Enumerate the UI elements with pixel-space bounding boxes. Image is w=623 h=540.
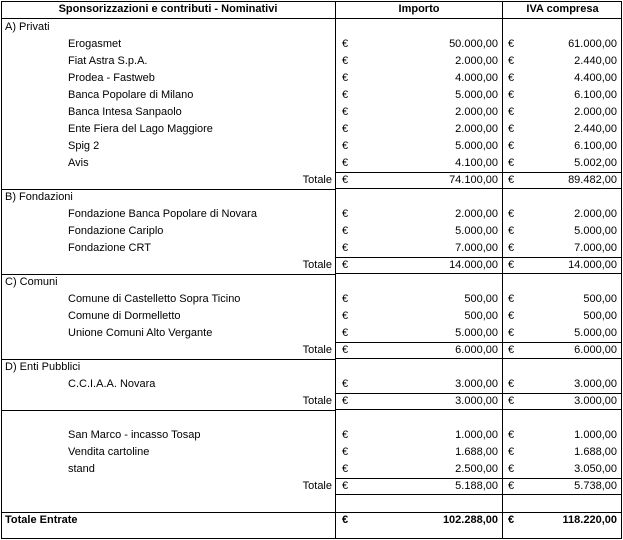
currency-symbol: €	[342, 293, 349, 305]
currency-symbol: €	[508, 174, 515, 186]
item-name: Comune di Castelletto Sopra Ticino	[68, 293, 241, 305]
table-row	[1, 325, 622, 342]
currency-symbol: €	[508, 123, 515, 135]
currency-symbol: €	[508, 140, 515, 152]
currency-symbol: €	[342, 208, 349, 220]
total-label: Totale	[302, 480, 332, 492]
table-row	[1, 121, 622, 138]
currency-symbol: €	[508, 344, 515, 356]
importo-value: 3.000,00	[455, 395, 498, 407]
item-name: Spig 2	[68, 140, 100, 152]
importo-value: 5.188,00	[455, 480, 498, 492]
section-title: C) Comuni	[5, 276, 58, 288]
currency-symbol: €	[342, 446, 349, 458]
total-label: Totale	[302, 174, 332, 186]
grand-total-label: Totale Entrate	[5, 514, 78, 526]
total-top-border	[335, 172, 622, 173]
currency-symbol: €	[342, 463, 349, 475]
iva-value: 7.000,00	[574, 242, 617, 254]
grid-line-header-bottom	[1, 18, 622, 19]
grid-line-col1	[335, 1, 336, 539]
currency-symbol: €	[342, 123, 349, 135]
total-label: Totale	[302, 344, 332, 356]
currency-symbol: €	[342, 106, 349, 118]
currency-symbol: €	[342, 327, 349, 339]
item-name: Erogasmet	[68, 38, 122, 50]
grid-line-col2	[502, 1, 503, 539]
item-name: Fondazione Cariplo	[68, 225, 164, 237]
section-title: B) Fondazioni	[5, 191, 73, 203]
section-title-row	[1, 274, 622, 291]
section-separator	[1, 359, 335, 360]
importo-value: 2.000,00	[455, 123, 498, 135]
currency-symbol: €	[342, 310, 349, 322]
item-name: Comune di Dormelletto	[68, 310, 181, 322]
section-total-row	[1, 478, 622, 495]
header-row	[1, 1, 622, 18]
currency-symbol: €	[342, 174, 349, 186]
total-bottom-border	[335, 494, 622, 495]
header-name: Sponsorizzazioni e contributi - Nominativi	[58, 3, 278, 15]
total-top-border	[335, 393, 622, 394]
iva-value: 3.050,00	[574, 463, 617, 475]
table-row	[1, 461, 622, 478]
iva-value: 3.000,00	[574, 395, 617, 407]
iva-value: 500,00	[583, 293, 617, 305]
section-separator	[1, 189, 335, 190]
currency-symbol: €	[508, 259, 515, 271]
iva-value: 5.002,00	[574, 157, 617, 169]
item-name: San Marco - incasso Tosap	[68, 429, 201, 441]
section-title: D) Enti Pubblici	[5, 361, 81, 373]
item-name: Avis	[68, 157, 89, 169]
item-name: Fiat Astra S.p.A.	[68, 55, 148, 67]
importo-value: 7.000,00	[455, 242, 498, 254]
table-row	[1, 53, 622, 70]
currency-symbol: €	[342, 140, 349, 152]
importo-value: 3.000,00	[455, 378, 498, 390]
table-row	[1, 206, 622, 223]
importo-value: 4.100,00	[455, 157, 498, 169]
table-row	[1, 36, 622, 53]
currency-symbol: €	[342, 378, 349, 390]
section-total-row	[1, 393, 622, 410]
iva-value: 118.220,00	[562, 514, 617, 526]
grid-line-top	[1, 1, 622, 2]
currency-symbol: €	[508, 293, 515, 305]
table-row	[1, 138, 622, 155]
table-row	[1, 155, 622, 172]
importo-value: 2.000,00	[455, 208, 498, 220]
total-bottom-border	[335, 273, 622, 274]
currency-symbol: €	[508, 378, 515, 390]
importo-value: 102.288,00	[442, 514, 498, 526]
grid-line-left	[1, 1, 2, 539]
currency-symbol: €	[508, 38, 515, 50]
section-separator	[1, 274, 335, 275]
total-bottom-border	[335, 188, 622, 189]
iva-value: 3.000,00	[574, 378, 617, 390]
total-label: Totale	[302, 259, 332, 271]
iva-value: 61.000,00	[568, 38, 617, 50]
table-row	[1, 104, 622, 121]
grid-line-bottom	[1, 538, 622, 539]
importo-value: 50.000,00	[449, 38, 498, 50]
currency-symbol: €	[508, 327, 515, 339]
currency-symbol: €	[342, 429, 349, 441]
iva-value: 89.482,00	[568, 174, 617, 186]
importo-value: 4.000,00	[455, 72, 498, 84]
section-title-row	[1, 359, 622, 376]
table-row	[1, 223, 622, 240]
currency-symbol: €	[342, 242, 349, 254]
total-bottom-border	[335, 358, 622, 359]
grand-total-row	[1, 512, 622, 529]
currency-symbol: €	[508, 89, 515, 101]
grand-total-top-border	[1, 512, 622, 513]
currency-symbol: €	[508, 157, 515, 169]
iva-value: 500,00	[583, 310, 617, 322]
item-name: Vendita cartoline	[68, 446, 150, 458]
currency-symbol: €	[508, 55, 515, 67]
item-name: Fondazione Banca Popolare di Novara	[68, 208, 257, 220]
item-name: Unione Comuni Alto Vergante	[68, 327, 213, 339]
importo-value: 74.100,00	[449, 174, 498, 186]
item-name: Banca Popolare di Milano	[68, 89, 194, 101]
item-name: stand	[68, 463, 95, 475]
iva-value: 6.100,00	[574, 89, 617, 101]
iva-value: 6.000,00	[574, 344, 617, 356]
currency-symbol: €	[342, 395, 349, 407]
currency-symbol: €	[508, 514, 515, 526]
currency-symbol: €	[508, 395, 515, 407]
currency-symbol: €	[508, 106, 515, 118]
table-row	[1, 376, 622, 393]
currency-symbol: €	[342, 38, 349, 50]
section-title-row	[1, 189, 622, 206]
section-total-row	[1, 342, 622, 359]
table-row	[1, 308, 622, 325]
currency-symbol: €	[342, 514, 349, 526]
total-top-border	[335, 257, 622, 258]
importo-value: 5.000,00	[455, 225, 498, 237]
item-name: Fondazione CRT	[68, 242, 151, 254]
currency-symbol: €	[342, 72, 349, 84]
currency-symbol: €	[508, 446, 515, 458]
iva-value: 5.738,00	[574, 480, 617, 492]
item-name: Ente Fiera del Lago Maggiore	[68, 123, 213, 135]
currency-symbol: €	[508, 242, 515, 254]
currency-symbol: €	[508, 310, 515, 322]
section-title-row	[1, 19, 622, 36]
iva-value: 2.440,00	[574, 123, 617, 135]
header-iva: IVA compresa	[526, 3, 599, 15]
currency-symbol: €	[342, 157, 349, 169]
importo-value: 5.000,00	[455, 89, 498, 101]
total-label: Totale	[302, 395, 332, 407]
table-row	[1, 87, 622, 104]
currency-symbol: €	[508, 429, 515, 441]
table-row	[1, 291, 622, 308]
iva-value: 5.000,00	[574, 327, 617, 339]
section-total-row	[1, 172, 622, 189]
currency-symbol: €	[508, 463, 515, 475]
section-total-row	[1, 257, 622, 274]
section-title: A) Privati	[5, 21, 50, 33]
spreadsheet-table	[1, 1, 622, 539]
importo-value: 500,00	[464, 310, 498, 322]
currency-symbol: €	[342, 55, 349, 67]
importo-value: 1.000,00	[455, 429, 498, 441]
total-bottom-border	[335, 409, 622, 410]
table-row	[1, 427, 622, 444]
currency-symbol: €	[342, 89, 349, 101]
iva-value: 1.688,00	[574, 446, 617, 458]
table-row	[1, 444, 622, 461]
currency-symbol: €	[508, 225, 515, 237]
currency-symbol: €	[508, 480, 515, 492]
item-name: Prodea - Fastweb	[68, 72, 155, 84]
importo-value: 14.000,00	[449, 259, 498, 271]
iva-value: 5.000,00	[574, 225, 617, 237]
importo-value: 6.000,00	[455, 344, 498, 356]
importo-value: 1.688,00	[455, 446, 498, 458]
currency-symbol: €	[342, 225, 349, 237]
currency-symbol: €	[508, 208, 515, 220]
grid-line-right	[621, 1, 622, 539]
importo-value: 500,00	[464, 293, 498, 305]
currency-symbol: €	[508, 72, 515, 84]
iva-value: 4.400,00	[574, 72, 617, 84]
total-top-border	[335, 342, 622, 343]
total-top-border	[335, 478, 622, 479]
importo-value: 5.000,00	[455, 327, 498, 339]
iva-value: 2.000,00	[574, 208, 617, 220]
item-name: Banca Intesa Sanpaolo	[68, 106, 182, 118]
table-row	[1, 240, 622, 257]
importo-value: 2.000,00	[455, 55, 498, 67]
iva-value: 6.100,00	[574, 140, 617, 152]
importo-value: 5.000,00	[455, 140, 498, 152]
iva-value: 14.000,00	[568, 259, 617, 271]
iva-value: 2.000,00	[574, 106, 617, 118]
iva-value: 2.440,00	[574, 55, 617, 67]
currency-symbol: €	[342, 480, 349, 492]
header-importo: Importo	[398, 3, 440, 15]
importo-value: 2.000,00	[455, 106, 498, 118]
item-name: C.C.I.A.A. Novara	[68, 378, 156, 390]
iva-value: 1.000,00	[574, 429, 617, 441]
table-row	[1, 70, 622, 87]
currency-symbol: €	[342, 344, 349, 356]
currency-symbol: €	[342, 259, 349, 271]
importo-value: 2.500,00	[455, 463, 498, 475]
section-separator	[1, 410, 335, 411]
